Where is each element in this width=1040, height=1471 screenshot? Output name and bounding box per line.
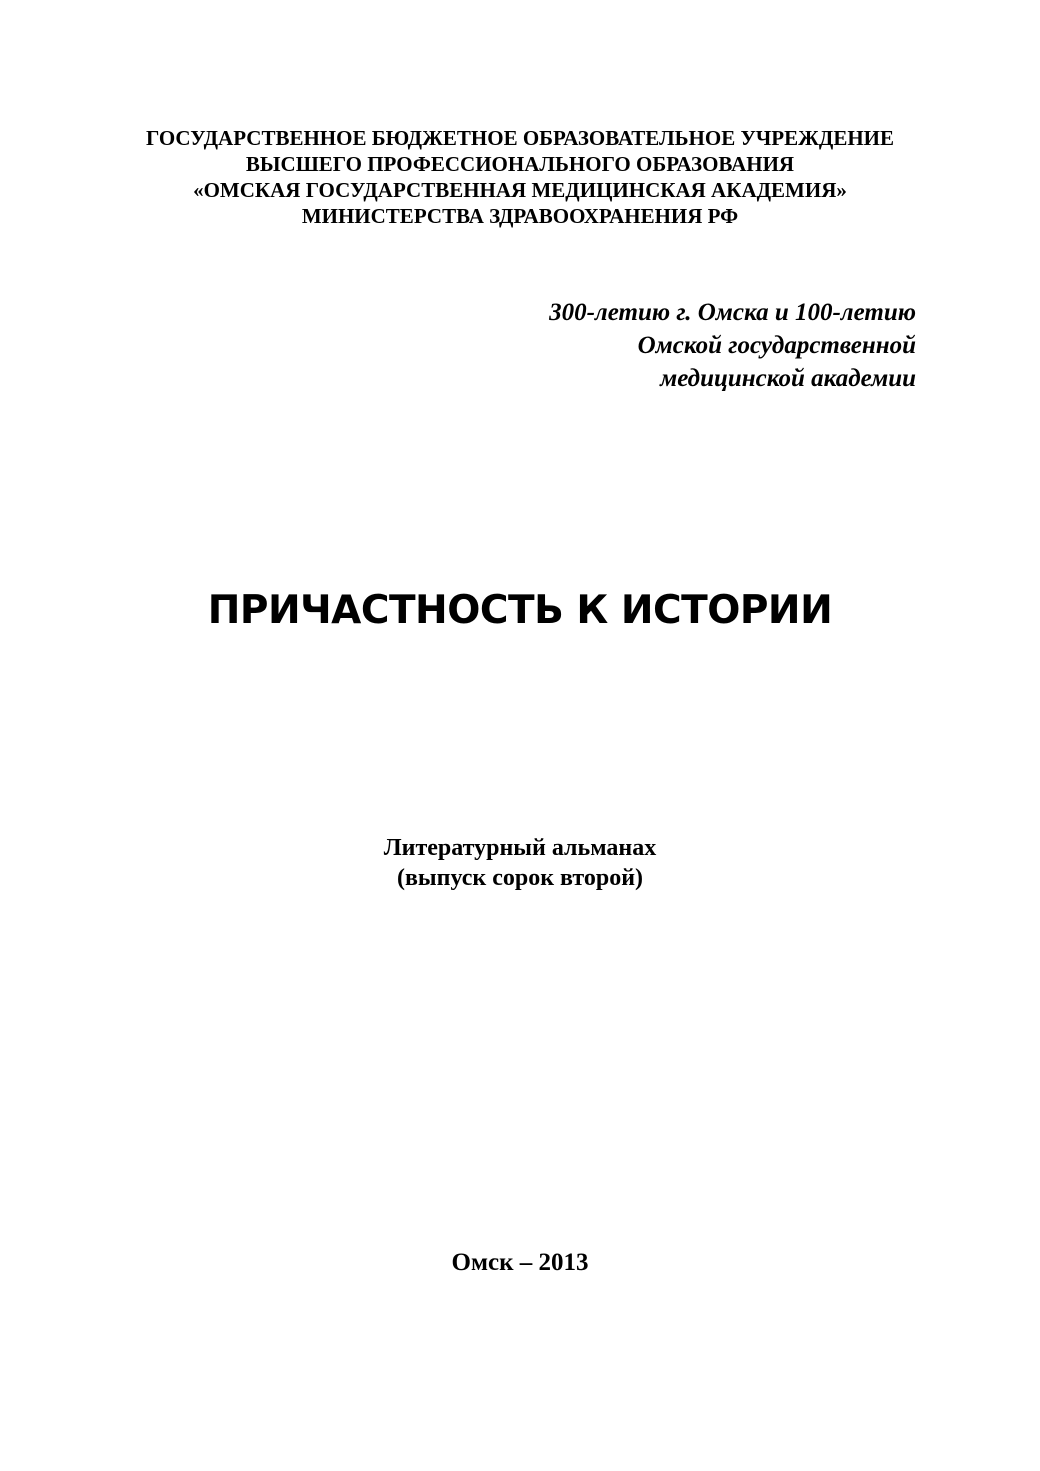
institution-line: ВЫСШЕГО ПРОФЕССИОНАЛЬНОГО ОБРАЗОВАНИЯ: [245, 152, 795, 176]
imprint-city-year: Омск – 2013: [451, 1249, 589, 1276]
institution-header: [0, 125, 1040, 229]
institution-line: «ОМСКАЯ ГОСУДАРСТВЕННАЯ МЕДИЦИНСКАЯ АКАДЕМИЯ»: [193, 178, 847, 202]
subtitle-line: Литературный альманах: [383, 835, 657, 861]
book-title: ПРИЧАСТНОСТЬ К ИСТОРИИ: [207, 588, 833, 633]
dedication: [416, 296, 916, 395]
institution-line: МИНИСТЕРСТВА ЗДРАВООХРАНЕНИЯ РФ: [301, 204, 739, 228]
institution-line: ГОСУДАРСТВЕННОЕ БЮДЖЕТНОЕ ОБРАЗОВАТЕЛЬНОЕ УЧРЕЖДЕНИЕ: [145, 126, 895, 150]
book-subtitle: [0, 833, 1040, 893]
dedication-line: медицинской академии: [660, 365, 916, 392]
dedication-line: Омской государственной: [637, 332, 916, 359]
subtitle-line: (выпуск сорок второй): [396, 865, 644, 891]
dedication-line: 300-летию г. Омска и 100-летию: [549, 299, 916, 326]
